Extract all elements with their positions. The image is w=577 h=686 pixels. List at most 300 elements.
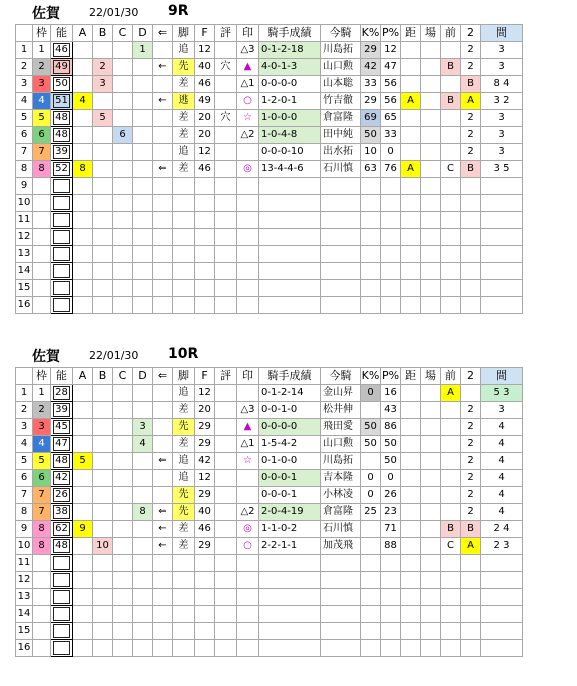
waku-cell [33, 229, 51, 246]
ma-cell [481, 572, 523, 589]
c-cell [113, 178, 133, 195]
ni-cell [461, 640, 481, 657]
p-cell [381, 280, 401, 297]
d-cell [133, 195, 153, 212]
column-header: 今騎 [321, 25, 361, 42]
table-row[interactable] [16, 161, 523, 178]
waku-cell [33, 246, 51, 263]
arrow-cell [153, 589, 173, 606]
kyo-cell [401, 572, 421, 589]
ma-cell [481, 195, 523, 212]
ma-cell: 3 5 [481, 161, 523, 178]
f-cell: 42 [195, 453, 215, 470]
kishu-cell [259, 229, 321, 246]
shirushi-cell [237, 572, 259, 589]
waku-cell: 8 [33, 521, 51, 538]
column-header: 距 [401, 368, 421, 385]
ba-cell [421, 436, 441, 453]
shirushi-cell: ☆ [237, 453, 259, 470]
k-cell [361, 623, 381, 640]
p-cell: 56 [381, 76, 401, 93]
f-cell: 49 [195, 93, 215, 110]
mae-cell [441, 487, 461, 504]
ability-cell [51, 385, 73, 402]
table-row[interactable] [16, 195, 523, 212]
table-row[interactable] [16, 246, 523, 263]
ba-cell [421, 572, 441, 589]
ability-cell [51, 470, 73, 487]
a-cell [73, 263, 93, 280]
shirushi-cell: △1 [237, 436, 259, 453]
kon-cell: 松井伸 [321, 402, 361, 419]
c-cell [113, 42, 133, 59]
f-cell [195, 555, 215, 572]
kishu-cell [259, 297, 321, 314]
kyaku-cell [173, 178, 195, 195]
ma-cell: 2 3 [481, 538, 523, 555]
d-cell [133, 280, 153, 297]
hyo-cell [215, 436, 237, 453]
ba-cell [421, 487, 441, 504]
ability-value: 39 [53, 403, 70, 417]
row-number: 1 [16, 42, 33, 59]
ni-cell: 2 [461, 42, 481, 59]
ability-value: 46 [53, 43, 70, 57]
b-cell [93, 589, 113, 606]
ability-value: 47 [53, 437, 70, 451]
place-label: 佐賀 [32, 6, 60, 22]
c-cell [113, 606, 133, 623]
b-cell [93, 212, 113, 229]
kyaku-cell: 差 [173, 110, 195, 127]
shirushi-cell [237, 606, 259, 623]
ba-cell [421, 76, 441, 93]
d-cell [133, 127, 153, 144]
ma-cell [481, 297, 523, 314]
table-row[interactable] [16, 555, 523, 572]
k-cell: 0 [361, 470, 381, 487]
mae-cell [441, 470, 461, 487]
kishu-cell: 1-0-4-8 [259, 127, 321, 144]
table-row[interactable] [16, 470, 523, 487]
k-cell: 50 [361, 436, 381, 453]
mae-cell [441, 555, 461, 572]
b-cell [93, 640, 113, 657]
column-header: 2 [461, 368, 481, 385]
kyo-cell [401, 212, 421, 229]
race-table [15, 367, 523, 657]
column-header: B [93, 25, 113, 42]
shirushi-cell: ▲ [237, 419, 259, 436]
p-cell: 86 [381, 419, 401, 436]
c-cell [113, 555, 133, 572]
ability-value [53, 590, 70, 604]
a-cell: 8 [73, 161, 93, 178]
arrow-cell [153, 385, 173, 402]
kyo-cell [401, 110, 421, 127]
hyo-cell [215, 229, 237, 246]
kishu-cell: 0-0-0-10 [259, 144, 321, 161]
k-cell [361, 246, 381, 263]
shirushi-cell: ☆ [237, 110, 259, 127]
hyo-cell [215, 623, 237, 640]
waku-cell [33, 263, 51, 280]
p-cell: 12 [381, 42, 401, 59]
b-cell [93, 521, 113, 538]
shirushi-cell [237, 487, 259, 504]
mae-cell [441, 504, 461, 521]
kyo-cell [401, 229, 421, 246]
race-table [15, 24, 523, 314]
row-number: 4 [16, 93, 33, 110]
table-row[interactable] [16, 212, 523, 229]
hyo-cell [215, 538, 237, 555]
d-cell [133, 555, 153, 572]
arrow-cell [153, 280, 173, 297]
kishu-cell [259, 589, 321, 606]
ba-cell [421, 385, 441, 402]
mae-cell [441, 402, 461, 419]
row-number: 2 [16, 59, 33, 76]
b-cell [93, 470, 113, 487]
table-row[interactable] [16, 110, 523, 127]
a-cell [73, 246, 93, 263]
d-cell [133, 93, 153, 110]
k-cell [361, 521, 381, 538]
row-number: 6 [16, 127, 33, 144]
ba-cell [421, 504, 441, 521]
ni-cell: A [461, 538, 481, 555]
ability-value: 39 [53, 145, 70, 159]
shirushi-cell [237, 297, 259, 314]
d-cell [133, 385, 153, 402]
ba-cell [421, 263, 441, 280]
b-cell [93, 453, 113, 470]
row-number: 1 [16, 385, 33, 402]
table-row[interactable] [16, 280, 523, 297]
race-header [0, 0, 577, 22]
arrow-cell [153, 555, 173, 572]
kon-cell: 川島拓 [321, 42, 361, 59]
kon-cell: 加茂飛 [321, 538, 361, 555]
hyo-cell [215, 589, 237, 606]
p-cell: 0 [381, 470, 401, 487]
kon-cell: 金山昇 [321, 385, 361, 402]
f-cell: 20 [195, 110, 215, 127]
k-cell [361, 402, 381, 419]
kon-cell [321, 555, 361, 572]
ni-cell [461, 385, 481, 402]
table-row[interactable] [16, 229, 523, 246]
b-cell: 3 [93, 76, 113, 93]
k-cell: 29 [361, 42, 381, 59]
table-row[interactable] [16, 521, 523, 538]
kyaku-cell [173, 246, 195, 263]
f-cell: 29 [195, 436, 215, 453]
table-row[interactable] [16, 127, 523, 144]
column-header: 騎手成績 [259, 25, 321, 42]
f-cell [195, 178, 215, 195]
table-row[interactable] [16, 640, 523, 657]
table-row[interactable] [16, 572, 523, 589]
ma-cell [481, 555, 523, 572]
p-cell [381, 212, 401, 229]
a-cell [73, 144, 93, 161]
shirushi-cell [237, 623, 259, 640]
hyo-cell [215, 212, 237, 229]
table-row[interactable] [16, 93, 523, 110]
row-number: 6 [16, 470, 33, 487]
f-cell: 12 [195, 144, 215, 161]
hyo-cell: 穴 [215, 59, 237, 76]
hyo-cell [215, 297, 237, 314]
shirushi-cell [237, 555, 259, 572]
kyo-cell [401, 521, 421, 538]
p-cell: 23 [381, 504, 401, 521]
table-row[interactable] [16, 297, 523, 314]
ability-cell [51, 436, 73, 453]
date-label: 22/01/30 [89, 6, 139, 19]
k-cell: 50 [361, 419, 381, 436]
hyo-cell [215, 280, 237, 297]
kon-cell [321, 572, 361, 589]
table-row[interactable] [16, 402, 523, 419]
table-row[interactable] [16, 589, 523, 606]
ability-value: 48 [53, 539, 70, 553]
b-cell [93, 144, 113, 161]
b-cell [93, 436, 113, 453]
c-cell [113, 470, 133, 487]
kyaku-cell: 差 [173, 521, 195, 538]
row-number: 13 [16, 246, 33, 263]
column-header: C [113, 368, 133, 385]
b-cell [93, 42, 113, 59]
ability-cell [51, 589, 73, 606]
ability-cell [51, 263, 73, 280]
ma-cell: 4 [481, 504, 523, 521]
f-cell [195, 195, 215, 212]
d-cell [133, 572, 153, 589]
ni-cell: 2 [461, 453, 481, 470]
table-row[interactable] [16, 144, 523, 161]
mae-cell: B [441, 521, 461, 538]
arrow-cell: ← [153, 59, 173, 76]
hyo-cell [215, 521, 237, 538]
kon-cell: 竹吉徹 [321, 93, 361, 110]
ni-cell [461, 263, 481, 280]
p-cell [381, 623, 401, 640]
waku-cell: 4 [33, 93, 51, 110]
waku-cell [33, 623, 51, 640]
ability-cell [51, 195, 73, 212]
kishu-cell [259, 280, 321, 297]
row-number: 13 [16, 589, 33, 606]
kyaku-cell: 差 [173, 436, 195, 453]
ability-cell [51, 572, 73, 589]
table-row[interactable] [16, 623, 523, 640]
f-cell: 46 [195, 521, 215, 538]
waku-cell: 3 [33, 76, 51, 93]
c-cell [113, 59, 133, 76]
column-header: 印 [237, 25, 259, 42]
kon-cell: 飛田愛 [321, 419, 361, 436]
d-cell [133, 161, 153, 178]
b-cell [93, 297, 113, 314]
c-cell [113, 640, 133, 657]
kishu-cell: 1-1-0-2 [259, 521, 321, 538]
table-row[interactable] [16, 453, 523, 470]
row-number: 3 [16, 76, 33, 93]
p-cell: 50 [381, 436, 401, 453]
row-number: 16 [16, 297, 33, 314]
column-header: 距 [401, 25, 421, 42]
waku-cell: 8 [33, 161, 51, 178]
ni-cell: 2 [461, 419, 481, 436]
b-cell [93, 178, 113, 195]
kon-cell [321, 263, 361, 280]
p-cell [381, 572, 401, 589]
hyo-cell [215, 402, 237, 419]
table-row[interactable] [16, 263, 523, 280]
arrow-cell: ⇐ [153, 161, 173, 178]
ni-cell: 2 [461, 436, 481, 453]
arrow-cell [153, 212, 173, 229]
column-header: 枠 [33, 368, 51, 385]
ni-cell: B [461, 161, 481, 178]
kyo-cell [401, 589, 421, 606]
c-cell [113, 402, 133, 419]
p-cell: 47 [381, 59, 401, 76]
row-number: 8 [16, 504, 33, 521]
ni-cell: 2 [461, 144, 481, 161]
column-header: 脚 [173, 25, 195, 42]
d-cell [133, 144, 153, 161]
row-number: 5 [16, 110, 33, 127]
mae-cell [441, 246, 461, 263]
table-row[interactable] [16, 76, 523, 93]
waku-cell [33, 572, 51, 589]
table-row[interactable] [16, 419, 523, 436]
ability-cell [51, 144, 73, 161]
ability-value [53, 281, 70, 295]
arrow-cell [153, 263, 173, 280]
row-number: 4 [16, 436, 33, 453]
d-cell [133, 178, 153, 195]
kyo-cell [401, 297, 421, 314]
column-header: K% [361, 25, 381, 42]
kishu-cell: 0-1-0-0 [259, 453, 321, 470]
a-cell [73, 436, 93, 453]
header-row [16, 368, 523, 385]
a-cell [73, 110, 93, 127]
ba-cell [421, 453, 441, 470]
ba-cell [421, 402, 441, 419]
ni-cell: A [461, 93, 481, 110]
table-row[interactable] [16, 178, 523, 195]
column-header: 枠 [33, 25, 51, 42]
table-row[interactable] [16, 504, 523, 521]
waku-cell: 7 [33, 487, 51, 504]
a-cell: 5 [73, 453, 93, 470]
hyo-cell [215, 161, 237, 178]
ba-cell [421, 606, 441, 623]
kishu-cell [259, 195, 321, 212]
kon-cell [321, 606, 361, 623]
row-number: 11 [16, 212, 33, 229]
table-row[interactable] [16, 538, 523, 555]
row-number: 12 [16, 229, 33, 246]
arrow-cell [153, 76, 173, 93]
mae-cell [441, 640, 461, 657]
ability-value [53, 556, 70, 570]
ability-value: 48 [53, 128, 70, 142]
kon-cell [321, 229, 361, 246]
kyo-cell [401, 263, 421, 280]
table-row[interactable] [16, 59, 523, 76]
hyo-cell [215, 263, 237, 280]
kyaku-cell: 追 [173, 470, 195, 487]
mae-cell [441, 144, 461, 161]
kishu-cell: 4-0-1-3 [259, 59, 321, 76]
b-cell [93, 606, 113, 623]
kishu-cell: 0-0-0-0 [259, 76, 321, 93]
kyo-cell [401, 42, 421, 59]
b-cell [93, 487, 113, 504]
kishu-cell [259, 623, 321, 640]
p-cell: 26 [381, 487, 401, 504]
c-cell [113, 589, 133, 606]
row-number: 9 [16, 521, 33, 538]
a-cell [73, 419, 93, 436]
a-cell [73, 42, 93, 59]
table-row[interactable] [16, 42, 523, 59]
ni-cell [461, 178, 481, 195]
ba-cell [421, 178, 441, 195]
ni-cell: 2 [461, 470, 481, 487]
column-header: 騎手成績 [259, 368, 321, 385]
ni-cell [461, 246, 481, 263]
k-cell [361, 212, 381, 229]
c-cell [113, 93, 133, 110]
ability-value: 49 [53, 60, 70, 74]
column-header: 間 [481, 25, 523, 42]
table-row[interactable] [16, 606, 523, 623]
a-cell [73, 538, 93, 555]
b-cell: 10 [93, 538, 113, 555]
ability-value: 45 [53, 420, 70, 434]
table-row[interactable] [16, 487, 523, 504]
ability-value [53, 607, 70, 621]
d-cell [133, 263, 153, 280]
p-cell [381, 297, 401, 314]
kishu-cell [259, 246, 321, 263]
arrow-cell [153, 640, 173, 657]
ability-value: 52 [53, 162, 70, 176]
p-cell [381, 229, 401, 246]
table-row[interactable] [16, 385, 523, 402]
arrow-cell: ⇐ [153, 453, 173, 470]
ma-cell [481, 640, 523, 657]
c-cell [113, 623, 133, 640]
ability-cell [51, 453, 73, 470]
kyaku-cell [173, 606, 195, 623]
b-cell [93, 623, 113, 640]
arrow-cell [153, 127, 173, 144]
f-cell: 40 [195, 504, 215, 521]
table-row[interactable] [16, 436, 523, 453]
kyaku-cell: 追 [173, 385, 195, 402]
row-number: 10 [16, 538, 33, 555]
